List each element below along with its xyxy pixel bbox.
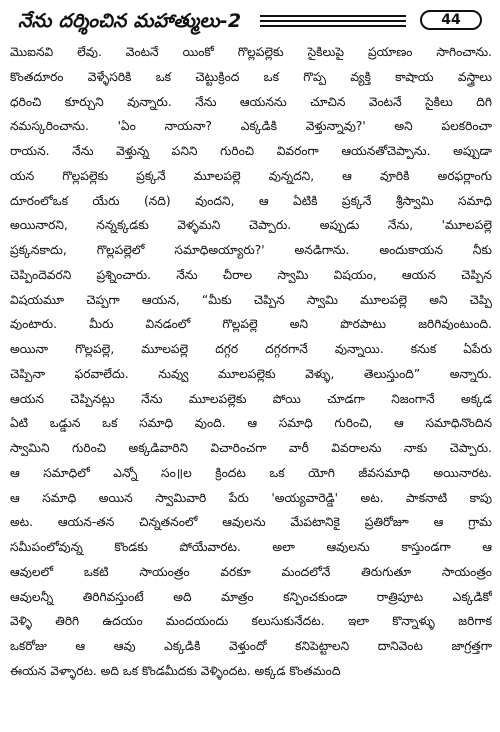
text-line: ఈయన వెళ్ళారట. అది ఒక కొండమీదకు వెళ్ళిందట. అక్కడ కొంతమంది xyxy=(10,663,341,678)
text-line: ఆ సమాధిలో ఎన్నో సం॥ల క్రిందట ఒక యోగి జీవసమాధి అయినారట. xyxy=(10,465,492,480)
text-line: ఆవులన్నీ తిరిగివస్తుంటే అది మాత్రం కన్పించకుండా రాత్రిపూట ఎక్కడికో xyxy=(10,589,492,604)
text-line: ఆ సమాధి అయిన స్వామివారి పేరు 'అయ్యవారెడ్డి' అట. పాకనాటి కాపు xyxy=(10,490,492,505)
text-line: అయినా గొల్లపల్లె, మూలపల్లె దగ్గర దగ్గరగానే వున్నాయి. కనుక ఏపేరు xyxy=(10,342,492,356)
text-line: సమీపంలోవున్న కొండకు పోయేవారట. అలా ఆవులను కాస్తుండగా ఆ xyxy=(10,540,492,554)
header-rule xyxy=(260,15,406,28)
page-header xyxy=(12,8,488,34)
text-line: దూరంలోఒక యేరు (నది) వుందని, ఆ ఏటికి ప్రక్కనే శ్రీస్వామి సమాధి xyxy=(10,193,492,208)
text-line: ఆయన చెప్పినట్లు నేను మూలపల్లెకు పోయి చూడగా నిజంగానే అక్కడ xyxy=(10,391,492,406)
text-line: వెళ్ళి తిరిగి ఉదయం మందయందు కలుసుకునేదట. ఇలా కొన్నాళ్ళు జరిగాక xyxy=(10,614,492,629)
text-line: ఏటి ఒడ్డున ఒక సమాధి వుంది. ఆ సమాధి గురించి, ఆ సమాధినొందిన xyxy=(10,416,492,431)
text-line: రాయన. నేను వెళ్తున్న పనిని గురించి వివరంగా ఆయనతోచెప్పాను. అప్పుడా xyxy=(10,144,492,158)
text-line: అయినారని, నన్నక్కడకు వెళ్ళమని చెప్పారు. అప్పుడు నేను, 'మూలపల్లె xyxy=(10,218,492,233)
text-line: ధరించి కూర్చుని వున్నారు. నేను ఆయనను చూచిన వెంటనే సైకిలు దిగి xyxy=(10,94,492,109)
text-line: వుంటారు. మీరు వినడంలో గొల్లపల్లె అని పొరపాటు జరిగివుంటుంది. xyxy=(10,317,492,332)
text-line: ఒకరోజు ఆ ఆవు ఎక్కడికి వెళ్తుందో కనిపెట్టాలని దానివెంట జాగ్రత్తగా xyxy=(10,639,492,653)
text-line: విషయమూ చెప్పగా ఆయన, “మీకు చెప్పిన స్వామి మూలపల్లె అని చెప్పి xyxy=(10,292,492,307)
text-line: ప్రక్కనకాదు, గొల్లపల్లెలో సమాధిఅయ్యారు?' అనడిగాను. అందుకాయన నీకు xyxy=(10,243,492,257)
body-text xyxy=(10,40,492,684)
text-line: చెప్పిందెవరని ప్రశ్నించారు. నేను చీరాల స్వామి విషయం, ఆయన చెప్పిన xyxy=(10,267,492,282)
text-line: అట. ఆయన-తన చిన్నతనంలో ఆవులను మేపటానికై ప్రతిరోజూ ఆ గ్రామ xyxy=(10,515,492,530)
text-line: యన గొల్లపల్లెకు ప్రక్కనే మూలపల్లె వున్నదని, ఆ వూరికి అరఫర్లాంగు xyxy=(10,168,492,183)
text-line: మొఐనవి లేవు. వెంటనే యింకో గొల్లపల్లెకు సైకిలుపై ప్రయాణం సాగించాను. xyxy=(10,45,492,59)
text-line: చెప్పినా ఫరవాలేదు. నువ్వు మూలపల్లెకు వెళ్ళు, తెలుస్తుంది” అన్నారు. xyxy=(10,366,492,381)
text-line: ఆవులలో ఒకటి సాయంత్రం వరకూ మందలోనే తిరుగుతూ సాయంత్రం xyxy=(10,564,492,579)
text-line: నమస్కరించాను. 'ఏం నాయనా? ఎక్కడికి వెళ్తున్నావు?' అని పలకరించా xyxy=(10,119,492,134)
text-line: కొంతదూరం వెళ్ళేసరికి ఒక చెట్టుక్రింద ఒక గొప్ప వ్యక్తి కాషాయ వస్త్రాలు xyxy=(10,69,492,84)
page-number: 44 xyxy=(420,10,482,30)
book-title: నేను దర్శించిన మహాత్ములు-2 xyxy=(18,10,242,32)
text-line: స్వామిని గురించి అక్కడివారిని విచారించగా వారీ వివరాలను నాకు చెప్పారు. xyxy=(10,441,492,455)
